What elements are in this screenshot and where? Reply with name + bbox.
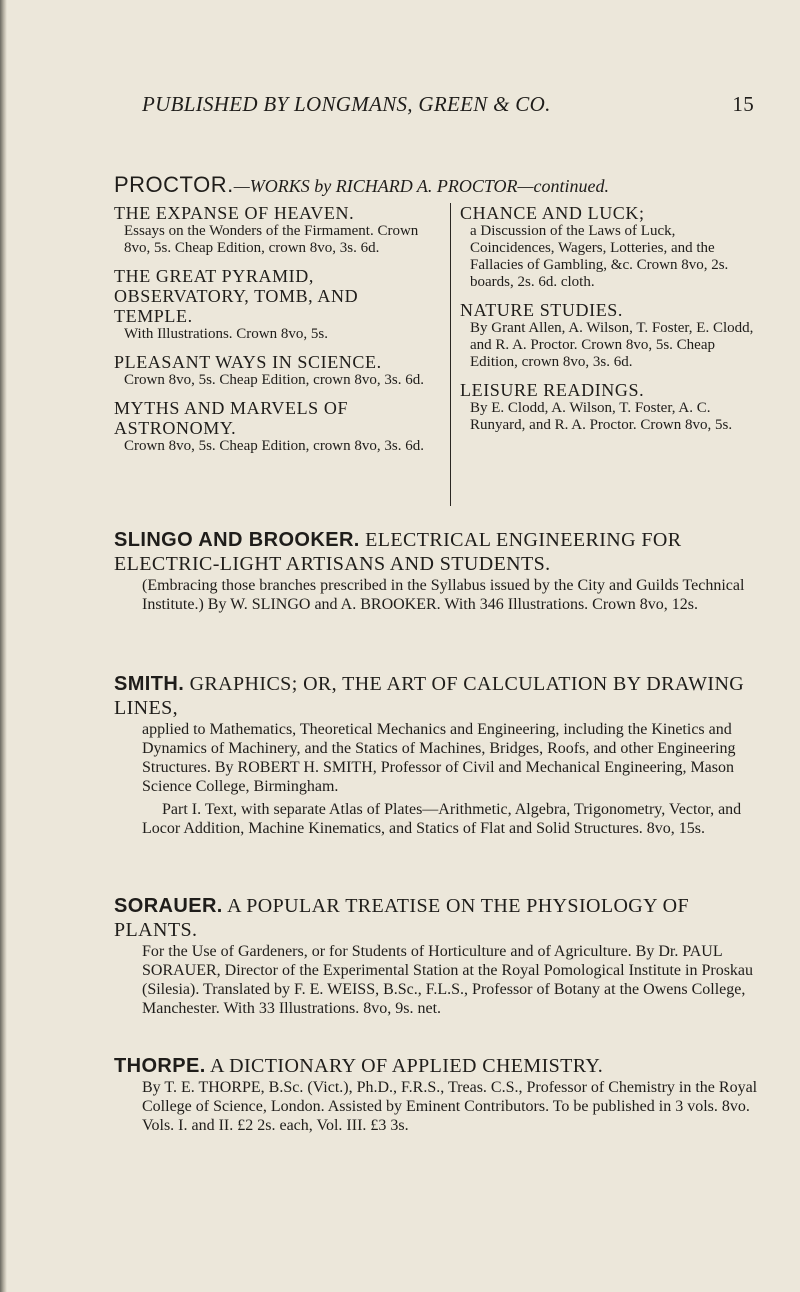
entry-body: By E. Clodd, A. Wilson, T. Foster, A. C. Runyard, and R. A. Proctor. Crown 8vo, 5s.	[470, 400, 733, 433]
list-item	[460, 300, 760, 371]
entry-author: SMITH.	[114, 673, 185, 695]
list-item	[460, 380, 760, 434]
entry-title: GRAPHICS; OR, THE ART OF CALCULATION BY DRAWING LINES,	[114, 673, 745, 719]
entry-part-note: Part I. Text, with separate Atlas of Plates—Arithmetic, Algebra, Trigonometry, Vector, and Locor Addition, Machine Kinematics, and Statics of Flat and Solid Structures. 8vo, 15s.	[142, 801, 742, 837]
entry-author: SLINGO AND BROOKER.	[114, 529, 360, 551]
entry-body: Crown 8vo, 5s. Cheap Edition, crown 8vo, 3s. 6d.	[124, 438, 424, 454]
page-number: 15	[732, 92, 754, 116]
running-head-title: PUBLISHED BY LONGMANS, GREEN & CO.	[142, 92, 551, 116]
entry-body: By Grant Allen, A. Wilson, T. Foster, E. Clodd, and R. A. Proctor. Crown 8vo, 5s. Cheap Edition, crown 8vo, 3s. 6d.	[470, 320, 754, 370]
entry-body: Crown 8vo, 5s. Cheap Edition, crown 8vo, 3s. 6d.	[124, 372, 424, 388]
entry-title: MYTHS AND MARVELS OF ASTRONOMY.	[114, 398, 349, 438]
entry-title: LEISURE READINGS.	[460, 380, 645, 400]
list-item	[114, 203, 441, 257]
running-head	[142, 92, 754, 117]
list-item	[114, 352, 441, 389]
section-subtitle: —WORKS by RICHARD A. PROCTOR—continued.	[233, 176, 610, 196]
right-column	[460, 203, 760, 443]
section-author: PROCTOR.	[114, 172, 234, 197]
entry-title: CHANCE AND LUCK;	[460, 203, 645, 223]
list-item	[114, 266, 441, 343]
entry-title: THE GREAT PYRAMID, OBSERVATORY, TOMB, AND TEMPLE.	[114, 266, 359, 326]
entry-description: (Embracing those branches prescribed in the Syllabus issued by the City and Guilds Technical Institute.) By W. SLINGO and A. BROOKER. With 346 Illustrations. Crown 8vo, 12s.	[142, 577, 745, 613]
entry-body: a Discussion of the Laws of Luck, Coincidences, Wagers, Lotteries, and the Fallacies of Gambling, &c. Crown 8vo, 2s. boards, 2s. 6d. cloth.	[470, 223, 729, 290]
entry-description: applied to Mathematics, Theoretical Mechanics and Engineering, including the Kinetics and Dynamics of Machinery, and the Statics of Machines, Bridges, Roofs, and other Engineering Structures. By ROBERT H. SMITH, Professor of Civil and Mechanical Engineering, Mason Science College, Birmingham.	[142, 721, 736, 795]
catalogue-entry-thorpe	[114, 1054, 764, 1135]
entry-heading	[114, 528, 764, 576]
column-divider	[450, 203, 451, 506]
entry-title: PLEASANT WAYS IN SCIENCE.	[114, 352, 382, 372]
entry-heading	[114, 894, 764, 942]
list-item	[114, 398, 441, 455]
entry-description: By T. E. THORPE, B.Sc. (Vict.), Ph.D., F.R.S., Treas. C.S., Professor of Chemistry in the Royal College of Science, London. Assisted by Eminent Contributors. To be published in 3 vols. 8vo. Vols. I. and II. £2 2s. each, Vol. III. £3 3s.	[142, 1079, 758, 1134]
entry-author: THORPE.	[114, 1055, 206, 1077]
entry-title: A POPULAR TREATISE ON THE PHYSIOLOGY OF PLANTS.	[114, 895, 690, 941]
catalogue-entry-smith	[114, 672, 764, 838]
catalogue-entry-slingo	[114, 528, 764, 614]
entry-body: With Illustrations. Crown 8vo, 5s.	[124, 326, 328, 342]
entry-body: Essays on the Wonders of the Firmament. Crown 8vo, 5s. Cheap Edition, crown 8vo, 3s. 6d.	[124, 223, 419, 256]
entry-author: SORAUER.	[114, 895, 223, 917]
book-spine-shadow	[0, 0, 7, 1292]
section-heading	[114, 172, 754, 198]
list-item	[460, 203, 760, 291]
catalogue-entry-sorauer	[114, 894, 764, 1018]
entry-title: ELECTRICAL ENGINEERING FOR ELECTRIC-LIGHT ARTISANS AND STUDENTS.	[114, 529, 682, 575]
entry-description: For the Use of Gardeners, or for Students of Horticulture and of Agriculture. By Dr. PAUL SORAUER, Director of the Experimental Station at the Royal Pomological Institute in Proskau (Silesia). Translated by F. E. WEISS, B.Sc., F.L.S., Professor of Botany at the Owens College, Manchester. With 33 Illustrations. 8vo, 9s. net.	[142, 943, 754, 1017]
entry-title: NATURE STUDIES.	[460, 300, 624, 320]
entry-heading	[114, 672, 764, 720]
left-column	[114, 203, 441, 464]
entry-title: THE EXPANSE OF HEAVEN.	[114, 203, 355, 223]
entry-title: A DICTIONARY OF APPLIED CHEMISTRY.	[210, 1055, 604, 1077]
entry-heading	[114, 1054, 764, 1078]
